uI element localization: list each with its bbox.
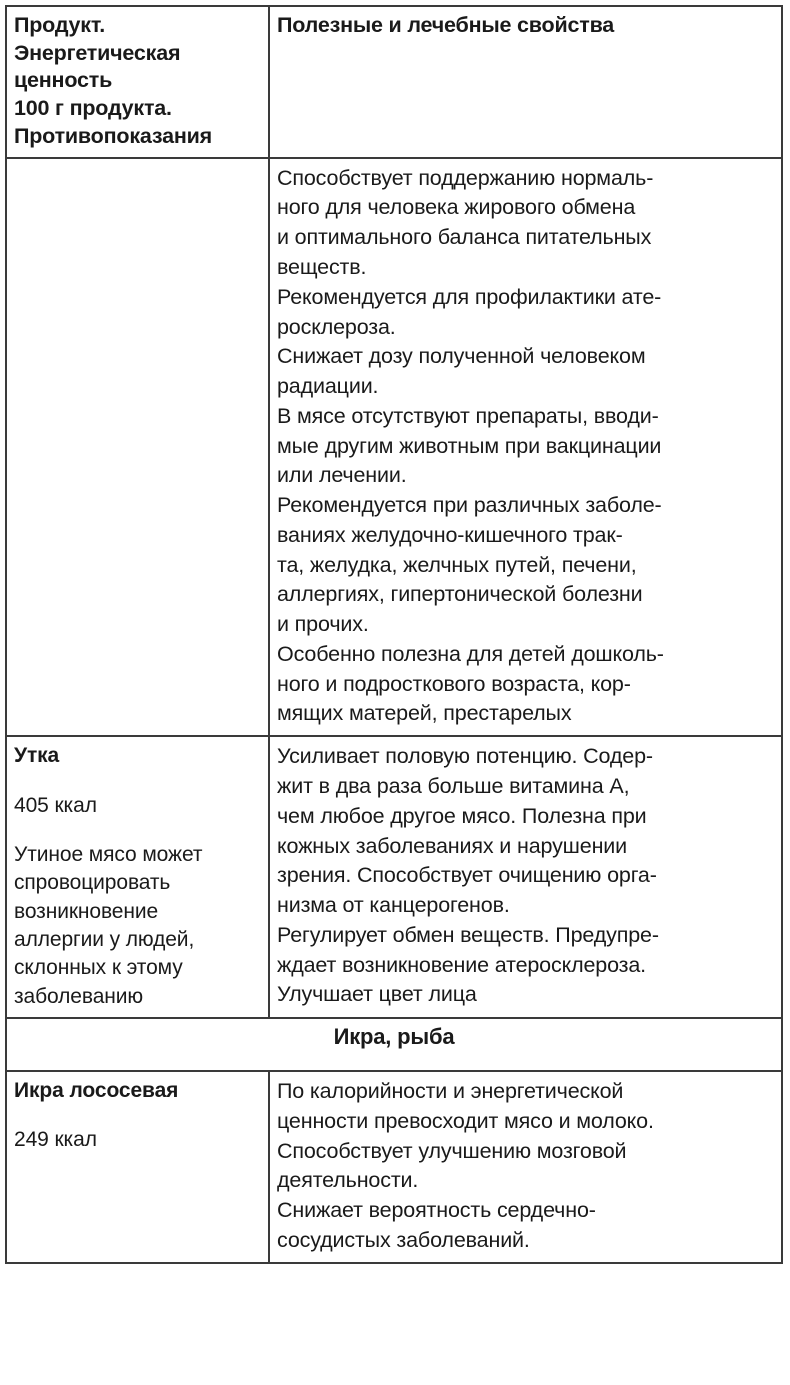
spacer (14, 1105, 261, 1126)
property-line: ваниях желудочно-кишечного трак- (277, 522, 623, 547)
properties-cell (269, 158, 782, 737)
header-line: Продукт. (14, 13, 106, 37)
property-line: По калорийности и энергетической (277, 1078, 624, 1103)
properties-cell (269, 736, 782, 1018)
contraindication-line: аллергии у людей, (14, 927, 195, 951)
product-name: Утка (14, 744, 60, 768)
property-line: В мясе отсутствуют препараты, вводи- (277, 403, 659, 428)
property-line: зрения. Способствует очищению орга- (277, 863, 657, 888)
property-line: радиации. (277, 374, 379, 399)
property-line: Регулирует обмен веществ. Предупре- (277, 922, 659, 947)
property-line: веществ. (277, 254, 367, 279)
column-header-properties (269, 6, 782, 158)
properties-cell (269, 1071, 782, 1263)
product-energy: 249 ккал (14, 1128, 97, 1152)
table-body (6, 6, 782, 1263)
property-line: ценности превосходит мясо и молоко. (277, 1108, 654, 1133)
header-line: Противопоказания (14, 123, 213, 148)
contraindication-line: спровоцировать (14, 871, 171, 895)
property-line: аллергиях, гипертонической болезни (277, 582, 643, 607)
property-line: ного и подросткового возраста, кор- (277, 671, 631, 696)
column-header-product (6, 6, 269, 158)
contraindication-line: склонных к этому (14, 956, 183, 980)
spacer (14, 820, 261, 841)
header-line: Энергетическая (14, 40, 181, 65)
property-line: Рекомендуется при различных заболе- (277, 493, 662, 518)
property-line: и оптимального баланса питательных (277, 225, 652, 250)
property-line: жит в два раза больше витамина А, (277, 773, 630, 798)
property-line: мые другим животным при вакцинации (277, 433, 662, 458)
property-line: Снижает дозу полученной человеком (277, 344, 646, 369)
property-line: низма от канцерогенов. (277, 893, 510, 918)
property-line: или лечении. (277, 463, 407, 488)
property-line: ного для человека жирового обмена (277, 195, 636, 220)
contraindication-line: Утиное мясо может (14, 842, 203, 866)
property-line: кожных заболеваниях и нарушении (277, 833, 628, 858)
product-cell-empty (6, 158, 269, 737)
table-row (6, 736, 782, 1018)
table-header-row (6, 6, 782, 158)
property-line: ждает возникновение атеросклероза. (277, 952, 646, 977)
property-line: Снижает вероятность сердечно- (277, 1198, 596, 1223)
section-header-ikra-ryba: Икра, рыба (6, 1018, 782, 1071)
property-line: Особенно полезна для детей дошколь- (277, 641, 664, 666)
property-line: сосудистых заболеваний. (277, 1227, 530, 1252)
property-line: та, желудка, желчных путей, печени, (277, 552, 637, 577)
spacer (14, 771, 261, 792)
contraindication-line: заболеванию (14, 984, 144, 1008)
contraindication-line: возникновение (14, 899, 159, 923)
property-line: чем любое другое мясо. Полезна при (277, 803, 647, 828)
product-energy: 405 ккал (14, 793, 97, 817)
property-line: Рекомендуется для профилактики ате- (277, 284, 662, 309)
property-line: деятельности. (277, 1168, 419, 1193)
product-cell (6, 1071, 269, 1263)
property-line: мящих матерей, престарелых (277, 701, 572, 726)
product-name: Икра лососевая (14, 1078, 179, 1102)
property-line: росклероза. (277, 314, 396, 339)
product-cell (6, 736, 269, 1018)
product-contraindication (14, 841, 261, 1011)
property-line: Способствует улучшению мозговой (277, 1138, 627, 1163)
table-section-row (6, 1018, 782, 1071)
property-line: Усиливает половую потенцию. Содер- (277, 744, 653, 769)
header-line: Полезные и лечебные свойства (277, 13, 615, 37)
property-line: и прочих. (277, 612, 369, 637)
table-row (6, 158, 782, 737)
nutrition-properties-table (5, 5, 783, 1264)
property-line: Улучшает цвет лица (277, 982, 477, 1007)
header-line: 100 г продукта. (14, 96, 172, 121)
property-line: Способствует поддержанию нормаль- (277, 165, 654, 190)
header-line: ценность (14, 68, 113, 93)
table-row (6, 1071, 782, 1263)
